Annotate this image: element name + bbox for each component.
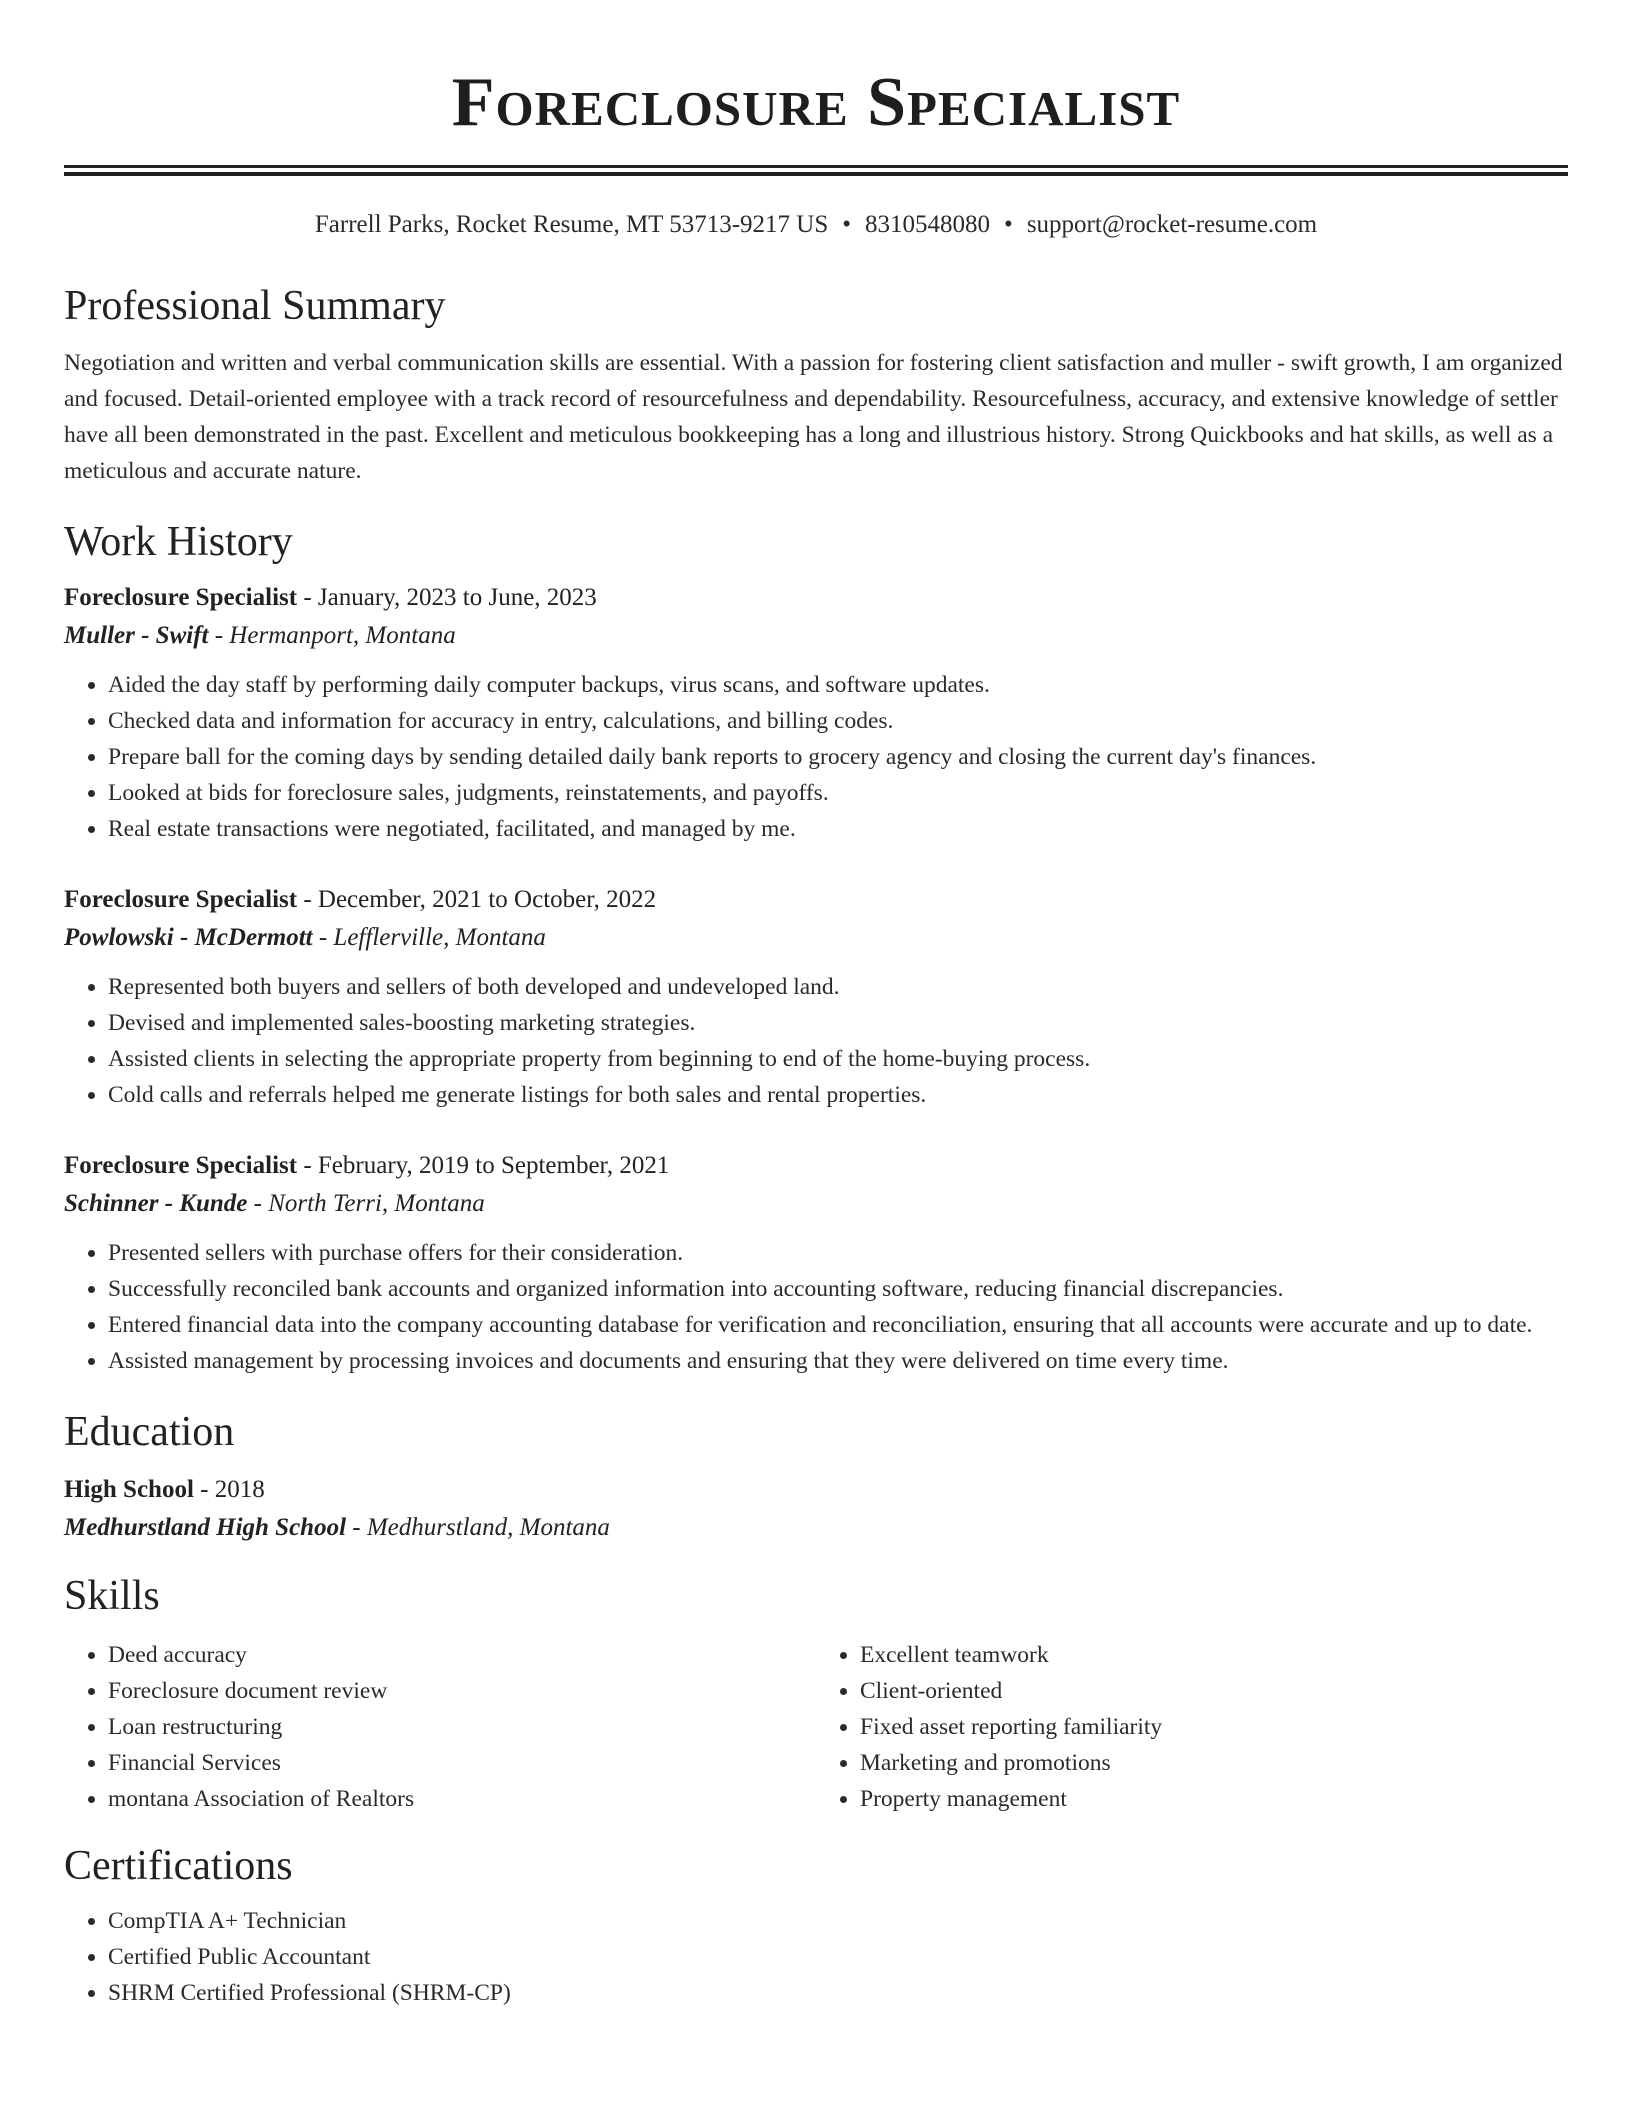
job-dates: - December, 2021 to October, 2022 xyxy=(297,886,657,913)
job-position: Foreclosure Specialist xyxy=(64,1152,298,1179)
job-entry xyxy=(64,1147,1568,1379)
list-item: • Loan restructuring xyxy=(108,1709,816,1745)
list-item: • Financial Services xyxy=(108,1745,816,1781)
education-location: - Medhurstland, Montana xyxy=(346,1514,610,1541)
list-item: • Cold calls and referrals helped me generate listings for both sales and rental properties. xyxy=(108,1077,1568,1113)
skills-columns xyxy=(64,1637,1568,1817)
list-item: • Aided the day staff by performing daily computer backups, virus scans, and software updates. xyxy=(108,667,1568,703)
skills-list-left xyxy=(64,1637,816,1817)
list-item: • Presented sellers with purchase offers for their consideration. xyxy=(108,1235,1568,1271)
list-item: • Deed accuracy xyxy=(108,1637,816,1673)
job-bullets xyxy=(64,1235,1568,1379)
list-item: • Looked at bids for foreclosure sales, judgments, reinstatements, and payoffs. xyxy=(108,775,1568,811)
job-company: Powlowski - McDermott xyxy=(64,924,313,951)
job-bullets xyxy=(64,667,1568,847)
contact-separator: • xyxy=(842,211,852,238)
summary-text: Negotiation and written and verbal communication skills are essential. With a passion for fostering client satisfaction and muller - swift growth, I am organized and focused. Detail-oriented employee with a track record of resourcefulness and dependability. Resourcefulness, accuracy, and extensive knowledge of settler have all been demonstrated in the past. Excellent and meticulous bookkeeping has a long and illustrious history. Strong Quickbooks and hat skills, as well as a meticulous and accurate nature. xyxy=(64,350,1563,484)
job-heading xyxy=(64,1147,1568,1185)
section-title-education: Education xyxy=(64,1409,235,1455)
list-item: • Prepare ball for the coming days by sending detailed daily bank reports to grocery agency and closing the current day's finances. xyxy=(108,739,1568,775)
job-company: Muller - Swift xyxy=(64,622,209,649)
list-item: • Marketing and promotions xyxy=(860,1745,1568,1781)
resume-name: Foreclosure Specialist xyxy=(451,64,1181,141)
job-heading xyxy=(64,881,1568,919)
job-employer xyxy=(64,1185,1568,1223)
job-location: - Lefflerville, Montana xyxy=(312,924,546,951)
job-location: - North Terri, Montana xyxy=(247,1190,485,1217)
job-dates: - February, 2019 to September, 2021 xyxy=(297,1152,670,1179)
job-position: Foreclosure Specialist xyxy=(64,886,298,913)
list-item: • Successfully reconciled bank accounts and organized information into accounting software, reducing financial discrepancies. xyxy=(108,1271,1568,1307)
education-heading xyxy=(64,1471,1568,1509)
certifications-list xyxy=(64,1903,1568,2011)
list-item: • Real estate transactions were negotiated, facilitated, and managed by me. xyxy=(108,811,1568,847)
list-item: • Assisted management by processing invoices and documents and ensuring that they were delivered on time every time. xyxy=(108,1343,1568,1379)
list-item: • CompTIA A+ Technician xyxy=(108,1903,1568,1939)
list-item: • Client-oriented xyxy=(860,1673,1568,1709)
job-heading xyxy=(64,579,1568,617)
education-school: Medhurstland High School xyxy=(64,1514,347,1541)
contact-address: Farrell Parks, Rocket Resume, MT 53713-9217 US xyxy=(314,211,829,238)
education-degree: High School xyxy=(64,1476,194,1503)
list-item: • Property management xyxy=(860,1781,1568,1817)
list-item: • Foreclosure document review xyxy=(108,1673,816,1709)
list-item: • Fixed asset reporting familiarity xyxy=(860,1709,1568,1745)
job-position: Foreclosure Specialist xyxy=(64,584,298,611)
job-bullets xyxy=(64,969,1568,1113)
list-item: • Certified Public Accountant xyxy=(108,1939,1568,1975)
contact-phone: 8310548080 xyxy=(865,211,991,238)
job-company: Schinner - Kunde xyxy=(64,1190,248,1217)
job-employer xyxy=(64,919,1568,957)
list-item: • Excellent teamwork xyxy=(860,1637,1568,1673)
resume-page xyxy=(64,0,1568,2011)
section-title-summary: Professional Summary xyxy=(64,283,446,329)
contact-email: support@rocket-resume.com xyxy=(1026,211,1318,238)
section-title-work-history: Work History xyxy=(64,519,293,565)
contact-separator: • xyxy=(1004,211,1013,238)
job-entry xyxy=(64,881,1568,1113)
list-item: • Entered financial data into the company accounting database for verification and reconciliation, ensuring that all accounts were accurate and up to date. xyxy=(108,1307,1568,1343)
list-item: • Devised and implemented sales-boosting marketing strategies. xyxy=(108,1005,1568,1041)
section-title-skills: Skills xyxy=(64,1573,160,1619)
list-item: • Checked data and information for accuracy in entry, calculations, and billing codes. xyxy=(108,703,1568,739)
list-item: • Represented both buyers and sellers of both developed and undeveloped land. xyxy=(108,969,1568,1005)
contact-line xyxy=(64,209,1568,241)
education-school-line xyxy=(64,1509,1568,1547)
job-location: - Hermanport, Montana xyxy=(208,622,456,649)
job-dates: - January, 2023 to June, 2023 xyxy=(297,584,597,611)
education-year: - 2018 xyxy=(193,1476,265,1503)
list-item: • Assisted clients in selecting the appropriate property from beginning to end of the home-buying process. xyxy=(108,1041,1568,1077)
list-item: • montana Association of Realtors xyxy=(108,1781,816,1817)
list-item: • SHRM Certified Professional (SHRM-CP) xyxy=(108,1975,1568,2011)
education-entry xyxy=(64,1471,1568,1547)
skills-list-right xyxy=(816,1637,1568,1817)
section-title-certifications: Certifications xyxy=(64,1843,293,1889)
header-divider xyxy=(64,165,1568,176)
job-entry xyxy=(64,579,1568,847)
job-employer xyxy=(64,617,1568,655)
